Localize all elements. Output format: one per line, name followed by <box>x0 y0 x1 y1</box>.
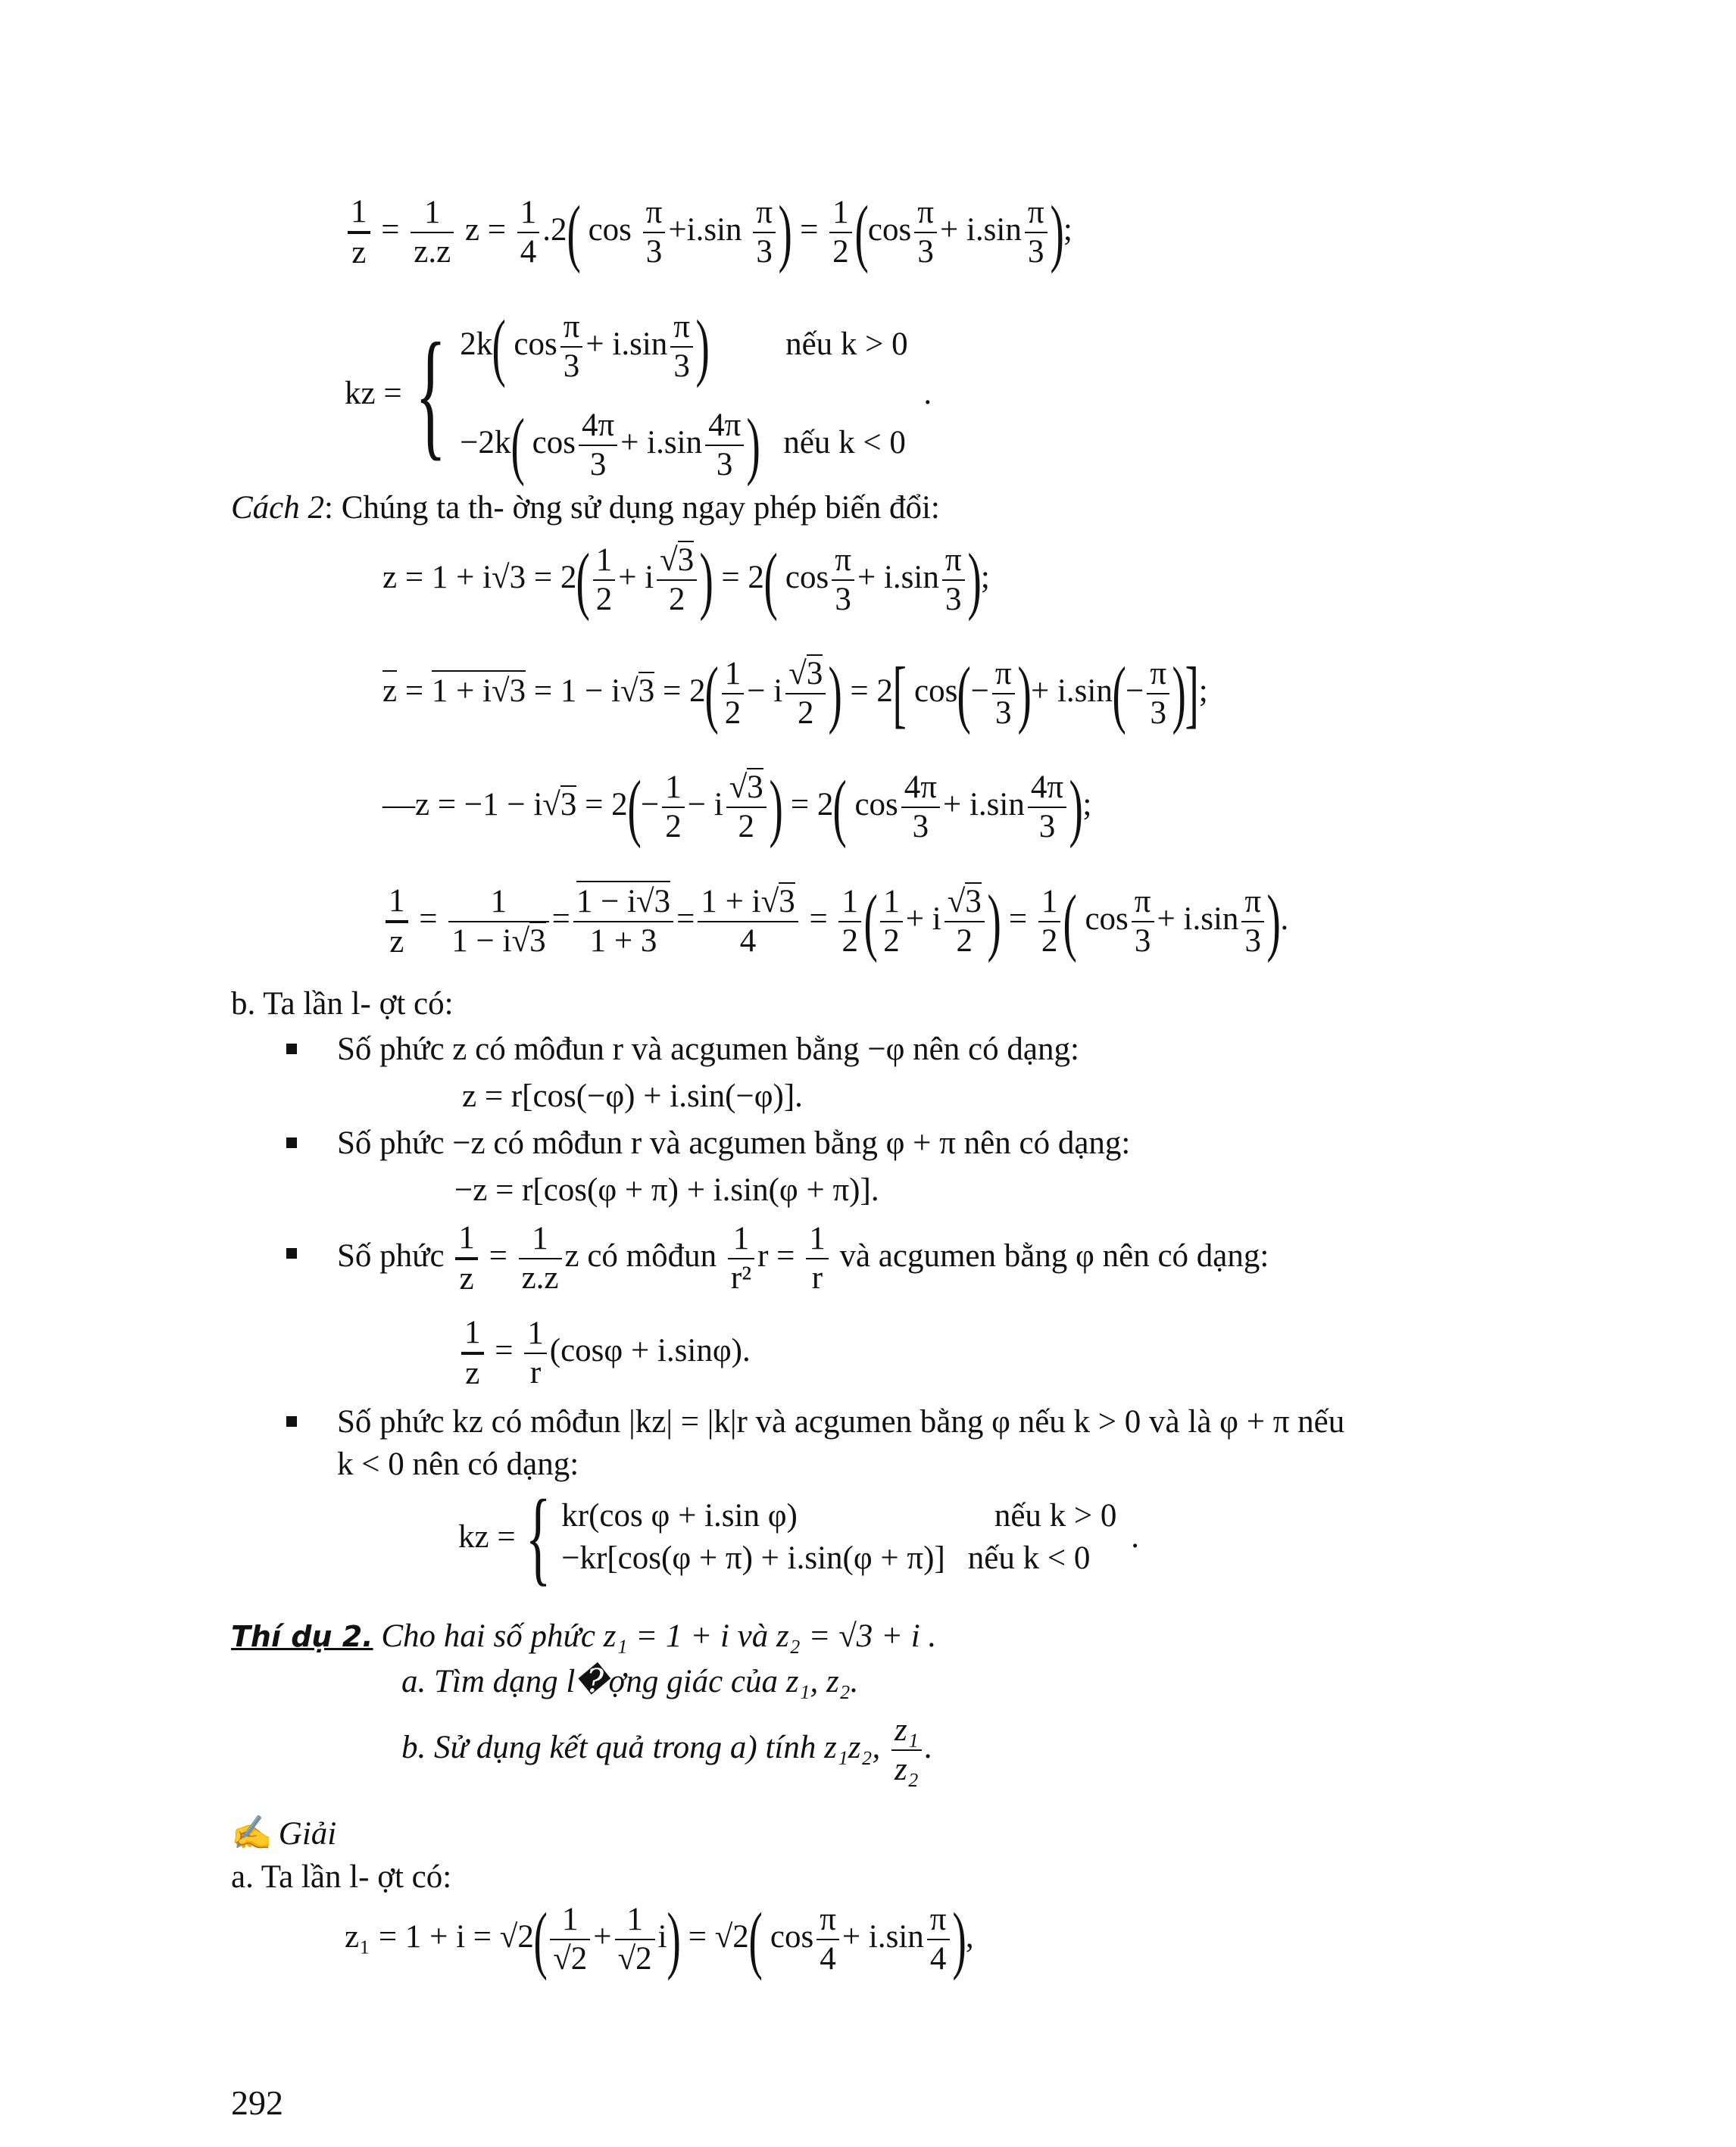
bullet-conjugate-eq: z = r[cos(−φ) + i.sin(−φ)]. <box>462 1078 803 1114</box>
example-heading: Thí dụ 2. <box>231 1620 373 1653</box>
bullet-marker <box>286 1044 297 1054</box>
equation-kz-cases: kz = { 2k( cos $\frac{\pi}{3}$ + i.sin $\frac{\pi}{3}$ ) nếu k > 0 −2k( cos $\frac{4\pi}{3}$ + i.sin $\frac{4\pi}{3}$ ) nếu k < 0 . <box>345 295 932 492</box>
part-b-label: b. Ta lần l- ợt có: <box>231 986 454 1022</box>
solution-z1-eq: z₁ = 1 + i = √2( $\frac{1}{√2}$ + $\frac{1}{√2}$ i) = √2( cos $\frac{\pi}{4}$ + i.sin $\frac{\pi}{4}$ ), <box>345 1897 974 1981</box>
equation-zbar-trig: z = 1 + i√3 = 1 − i√3 = 2( $\frac{1}{2}$ − i $\frac{√3}{2}$ ) = 2[ cos(− $\frac{\pi}{3}$ )+ i.sin(− $\frac{\pi}{3}$ )]; <box>382 651 1208 735</box>
cach2-intro: Cách 2: Chúng ta th- ờng sử dụng ngay phép biến đổi: <box>231 490 940 526</box>
bullet-kz-cases: kz = { kr(cos φ + i.sin φ) nếu k > 0 −kr[cos(φ + π) + i.sin(φ + π)] nếu k < 0 . <box>458 1478 1139 1596</box>
bullet-kz-line1: Số phức kz có môđun |kz| = |k|r và acgumen bằng φ nếu k > 0 và là φ + π nếu <box>337 1404 1345 1440</box>
solution-part-a: a. Ta lần l- ợt có: <box>231 1859 452 1895</box>
equation-inverse-zbar: $\frac{1}{z}$ = $\frac{1}{1 - i√3}$ = $\frac{1 - i√3}{1 + 3}$ = $\frac{1 + i√3}{4}$ = $\frac{1}{2}$ ( $\frac{1}{2}$ + i $\frac{√3}{2}$ ) = $\frac{1}{2}$ ( cos $\frac{\pi}{3}$ + i.sin $\frac{\pi}{3}$ ). <box>382 882 1288 961</box>
equation-negz-trig: —z = −1 − i√3 = 2(− $\frac{1}{2}$ − i $\frac{√3}{2}$ ) = 2( cos $\frac{4\pi}{3}$ + i.sin $\frac{4\pi}{3}$ ); <box>382 765 1092 849</box>
example2-task-a: a. Tìm dạng l�ợng giác của z₁, z₂. <box>401 1664 859 1699</box>
page-number: 292 <box>231 2083 283 2122</box>
bullet-marker <box>286 1248 297 1259</box>
bullet-negative-text: Số phức −z có môđun r và acgumen bằng φ + π nên có dạng: <box>337 1125 1131 1161</box>
equation-z-trig: z = 1 + i√3 = 2( $\frac{1}{2}$ + i $\frac{√3}{2}$ ) = 2( cos $\frac{\pi}{3}$ + i.sin $\frac{\pi}{3}$ ); <box>382 538 990 622</box>
bullet-negative-eq: −z = r[cos(φ + π) + i.sin(φ + π)]. <box>454 1172 879 1208</box>
bullet-conjugate-text: Số phức z có môđun r và acgumen bằng −φ nên có dạng: <box>337 1031 1079 1067</box>
example2-statement: Thí dụ 2. Cho hai số phức z₁ = 1 + i và z₂ = √3 + i . <box>231 1618 937 1654</box>
kz-case-row-negative: −2k( cos $\frac{4\pi}{3}$ + i.sin $\frac{4\pi}{3}$ ) nếu k < 0 <box>460 403 906 488</box>
equation-inverse-conjugate: $\frac{1}{z}$ = $\frac{1}{z.z}$ z = $\frac{1}{4}$ .2( cos $\frac{\pi}{3}$ +i.sin $\frac{\pi}{3}$ ) = $\frac{1}{2}$ (cos $\frac{\pi}{3}$ + i.sin $\frac{\pi}{3}$ ); <box>345 193 1073 272</box>
pencil-icon: ✍ <box>231 1815 273 1852</box>
solution-heading: ✍ Giải <box>231 1815 337 1852</box>
bullet-kz-line2: k < 0 nên có dạng: <box>337 1446 579 1482</box>
kz-case-row-positive: 2k( cos $\frac{\pi}{3}$ + i.sin $\frac{\pi}{3}$ ) nếu k > 0 <box>460 304 908 389</box>
bullet-marker <box>286 1416 297 1427</box>
example2-task-b: b. Sử dụng kết quả trong a) tính z₁z₂, $\frac{\text{z₁}}{\text{z₂}}$ . <box>401 1712 933 1787</box>
bullet-inverse-eq: $\frac{1}{z}$ = $\frac{1}{r}$ (cosφ + i.sinφ). <box>458 1314 751 1393</box>
bullet-marker <box>286 1137 297 1148</box>
bullet-inverse-text: Số phức $\frac{1}{z}$ = $\frac{1}{z.z}$ z có môđun $\frac{1}{\text{r²}}$ r = $\frac{1}{r}$ và acgumen bằng φ nên có dạng: <box>337 1220 1269 1297</box>
